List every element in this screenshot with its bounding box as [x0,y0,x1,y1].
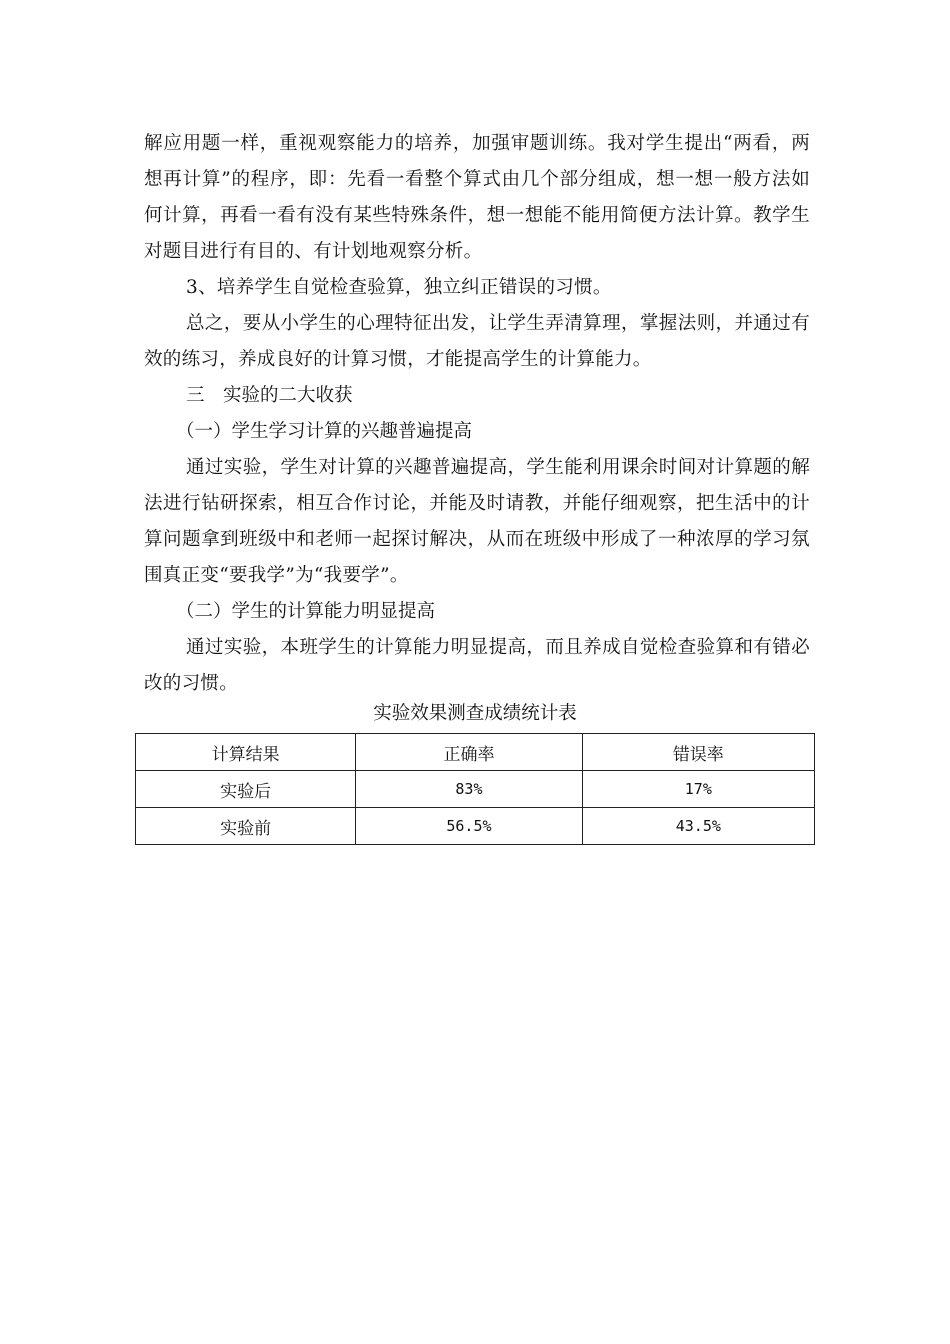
results-table [135,733,815,845]
paragraph-observation-training: 解应用题一样，重视观察能力的培养，加强审题训练。我对学生提出“两看，两想再计算”的程序，即：先看一看整个算式由几个部分组成，想一想一般方法如何计算，再看一看有没有某些特殊条件，想一想能不能用简便方法计算。教学生对题目进行有目的、有计划地观察分析。 [144,133,810,262]
row-label: 实验后 [136,771,356,808]
table-row [136,771,815,808]
section-heading: 三 实验的二大收获 [186,385,353,406]
error-rate-cell: 17% [582,771,814,808]
row-label: 实验前 [136,808,356,845]
paragraph-ability: 通过实验，本班学生的计算能力明显提高，而且养成自觉检查验算和有错必改的习惯。 [144,637,810,694]
table-caption: 实验效果测查成绩统计表 [373,703,577,724]
header-correct-rate: 正确率 [356,734,582,771]
header-error-rate: 错误率 [582,734,814,771]
subheading-interest: （一）学生学习计算的兴趣普遍提高 [176,421,473,442]
subheading-ability: （二）学生的计算能力明显提高 [176,601,436,622]
header-result: 计算结果 [136,734,356,771]
paragraph-habit-checking: 3、培养学生自觉检查验算，独立纠正错误的习惯。 [186,277,612,298]
error-rate-cell: 43.5% [582,808,814,845]
table-header-row [136,734,815,771]
table-row [136,808,815,845]
correct-rate-cell: 56.5% [356,808,582,845]
paragraph-summary: 总之，要从小学生的心理特征出发，让学生弄清算理，掌握法则，并通过有效的练习，养成良好的计算习惯，才能提高学生的计算能力。 [144,313,810,370]
correct-rate-cell: 83% [356,771,582,808]
paragraph-interest: 通过实验，学生对计算的兴趣普遍提高，学生能利用课余时间对计算题的解法进行钻研探索，相互合作讨论，并能及时请教，并能仔细观察，把生活中的计算问题拿到班级中和老师一起探讨解决，从而在班级中形成了一种浓厚的学习氛围真正变“要我学”为“我要学”。 [144,457,810,586]
